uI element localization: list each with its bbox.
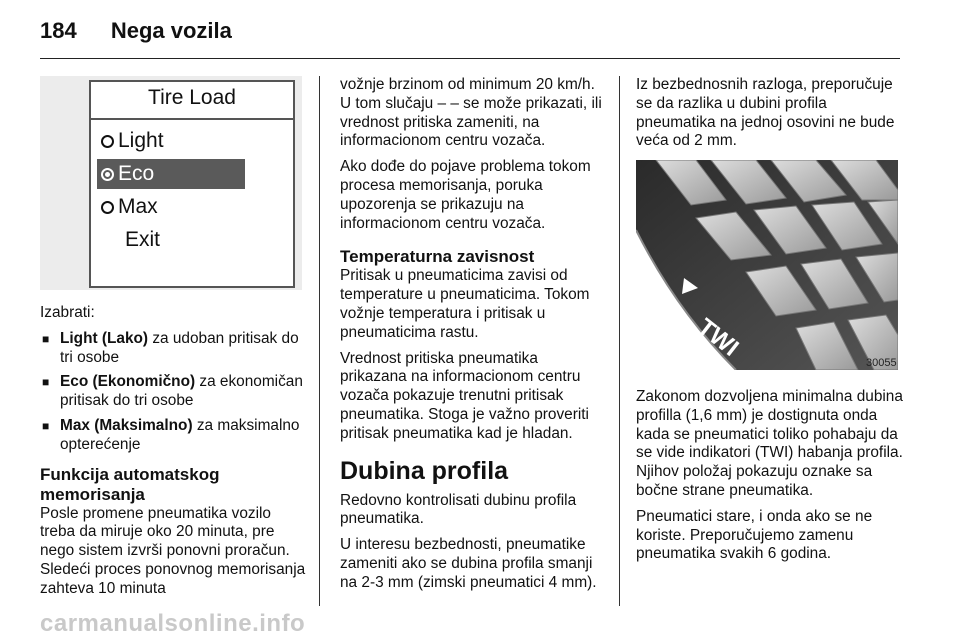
paragraph: Posle promene pneumatika vozilo treba da miruje oko 20 minuta, pre nego sistem izvrši ponovni proračun. Sledeći proces ponovnog memorisanja zahteva 10 minuta <box>40 504 306 597</box>
paragraph: U interesu bezbednosti, pneumatike zameniti ako se dubina profila smanji na 2-3 mm (zimski pneumatici 4 mm). <box>340 536 597 591</box>
paragraph: Iz bezbednosnih razloga, preporučuje se da razlika u dubini profila pneumatika na jednoj osovini ne bude veća od 2 mm. <box>636 76 895 150</box>
list-item <box>40 330 310 368</box>
section-heading: Temperaturna zavisnost <box>340 247 535 267</box>
tire-tread-illustration <box>636 160 898 370</box>
twi-label: TWI <box>692 313 744 362</box>
section-heading: Funkcija automatskog memorisanja <box>40 464 220 504</box>
paragraph: Vrednost pritiska pneumatika prikazana na informacionom centru vozača pokazuje trenutni pritisak pneumatika. Stoga je važno proveriti pritisak pneumatika kad je hladan. <box>340 349 589 442</box>
option-eco-label: Eco <box>118 162 155 185</box>
page-number: 184 <box>40 18 77 43</box>
tire-load-display <box>40 76 302 290</box>
radio-empty-icon <box>101 135 114 148</box>
display-frame <box>89 80 295 288</box>
paragraph: Pritisak u pneumaticima zavisi od temperature u pneumaticima. Tokom vožnje temperatura i pritisak u pneumaticima rastu. <box>340 267 590 341</box>
paragraph: Zakonom dozvoljena minimalna dubina profilla (1,6 mm) je dostignuta onda kada se pneumatici toliko pohabaju da se vide indikatori (TWI) habanja profila. Njihov položaj pokazuju oznake sa bočne strane pneumatika. <box>636 388 903 499</box>
display-title: Tire Load <box>148 86 236 109</box>
paragraph: Ako dođe do pojave problema tokom procesa memorisanja, poruka upozorenja se prikazuju na informacionom centru vozača. <box>340 158 591 232</box>
column-divider-2 <box>619 76 620 606</box>
image-code: 30055 <box>866 357 897 369</box>
option-light <box>97 126 245 156</box>
column-divider-1 <box>319 76 320 606</box>
bullet-text: za maksimalno opterećenje <box>60 416 300 453</box>
column-1 <box>40 304 310 606</box>
watermark: carmanualsonline.info <box>40 610 306 637</box>
display-separator <box>91 118 293 120</box>
paragraph: Redovno kontrolisati dubinu profila pneumatika. <box>340 491 577 528</box>
bullet-term: Max (Maksimalno) <box>60 416 193 434</box>
option-light-label: Light <box>118 129 164 152</box>
radio-selected-icon <box>101 168 114 181</box>
header-rule <box>40 58 900 59</box>
bullet-text: za udoban pritisak do tri osobe <box>60 329 299 366</box>
radio-empty-icon <box>101 201 114 214</box>
column-3-lower <box>636 388 908 571</box>
column-3 <box>636 76 904 158</box>
list-item <box>40 373 310 411</box>
option-exit: Exit <box>125 228 161 251</box>
intro-text: Izabrati: <box>40 304 95 321</box>
list-item <box>40 417 310 455</box>
section-title: Dubina profila <box>340 456 509 485</box>
paragraph: vožnje brzinom od minimum 20 km/h. U tom slučaju – – se može prikazati, ili vrednost pritiska zameniti, na informacionom centru vozača. <box>340 76 602 150</box>
page-header <box>40 18 232 44</box>
column-2 <box>340 76 608 600</box>
option-max-label: Max <box>118 195 158 218</box>
option-eco <box>97 159 245 189</box>
bullet-term: Light (Lako) <box>60 329 149 347</box>
paragraph: Pneumatici stare, i onda ako se ne koriste. Preporučujemo zamenu pneumatika svakih 6 godina. <box>636 507 873 563</box>
bullet-term: Eco (Ekonomično) <box>60 373 196 391</box>
option-max <box>97 192 245 222</box>
tire-tread-image <box>636 160 898 370</box>
bullet-text: za ekonomičan pritisak do tri osobe <box>60 373 303 410</box>
option-list <box>40 330 310 455</box>
page-title: Nega vozila <box>110 18 232 43</box>
